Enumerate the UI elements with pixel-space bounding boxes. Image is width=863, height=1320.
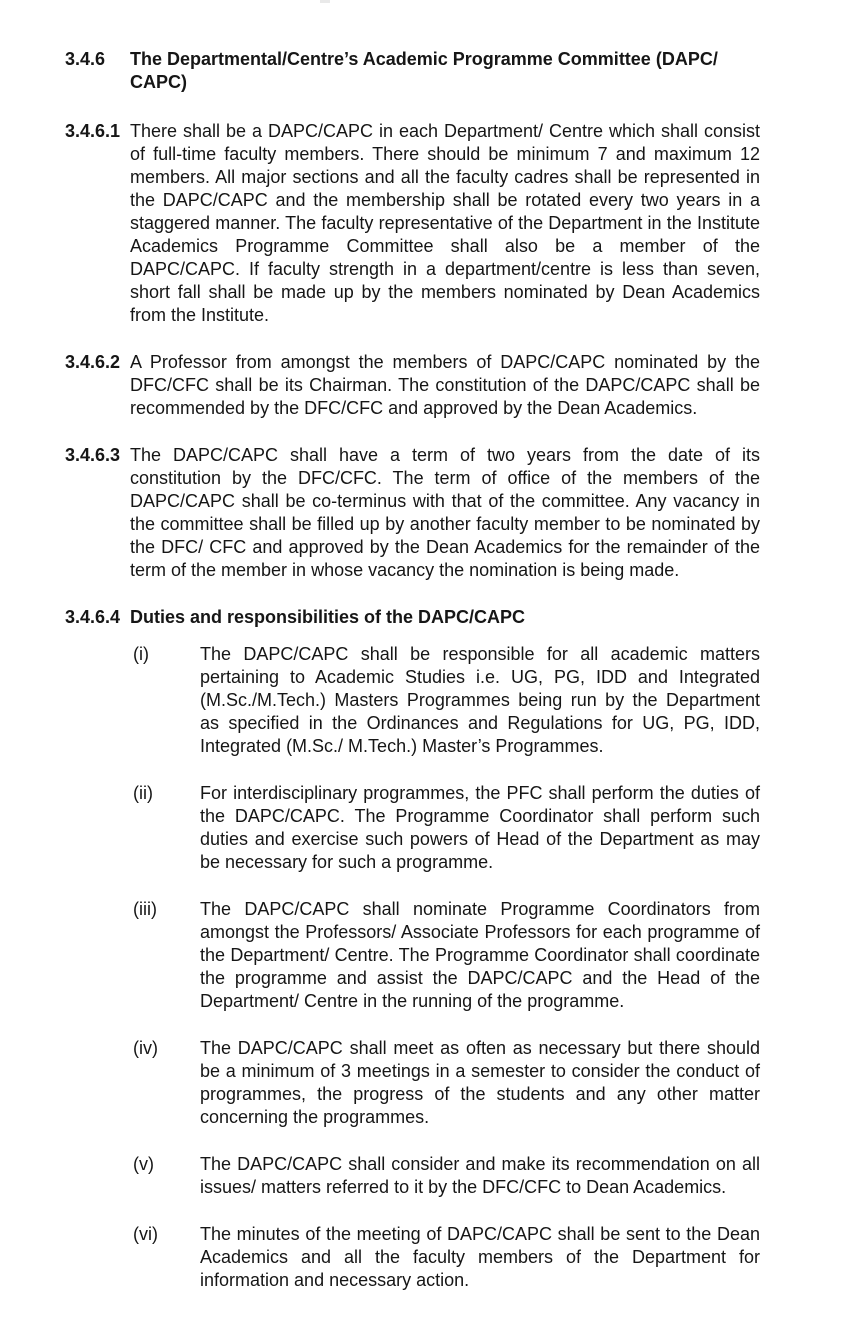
list-item-iii xyxy=(133,898,760,1013)
paragraph-text: There shall be a DAPC/CAPC in each Department/ Centre which shall consist of full-time faculty members. There should be minimum 7 and maximum 12 members. All major sections and all the faculty cadres shall be represented in the DAPC/CAPC and the membership shall be rotated every two years in a staggered manner. The faculty representative of the Department in the Institute Academics Programme Committee shall also be a member of the DAPC/CAPC. If faculty strength in a department/centre is less than seven, short fall shall be made up by the members nominated by Dean Academics from the Institute. xyxy=(130,121,760,325)
list-item-text: The DAPC/CAPC shall be responsible for all academic matters pertaining to Academic Studies i.e. UG, PG, IDD and Integrated (M.Sc./M.Tech.) Masters Programmes being run by the Department as specified in the Ordinances and Regulations for UG, PG, IDD, Integrated (M.Sc./ M.Tech.) Master’s Programmes. xyxy=(200,644,760,756)
paragraph-number: 3.4.6.2 xyxy=(65,352,121,372)
subsection-heading xyxy=(65,606,760,629)
paragraph-3-4-6-3 xyxy=(65,444,760,582)
subsection-heading-title: Duties and responsibilities of the DAPC/CAPC xyxy=(130,607,526,627)
scan-artifact xyxy=(320,0,330,3)
list-item-ii xyxy=(133,782,760,874)
subsection-heading-number: 3.4.6.4 xyxy=(65,607,121,627)
list-item-i xyxy=(133,643,760,758)
section-heading xyxy=(65,48,760,94)
list-item-vi xyxy=(133,1223,760,1292)
list-item-label: (ii) xyxy=(133,783,153,803)
section-heading-number: 3.4.6 xyxy=(65,49,106,69)
list-item-v xyxy=(133,1153,760,1199)
paragraph-number: 3.4.6.3 xyxy=(65,445,121,465)
list-item-label: (i) xyxy=(133,644,149,664)
list-item-iv xyxy=(133,1037,760,1129)
paragraph-text: The DAPC/CAPC shall have a term of two years from the date of its constitution by the DFC/CFC. The term of office of the members of the DAPC/CAPC shall be co-terminus with that of the committee. Any vacancy in the committee shall be filled up by another faculty member to be nominated by the DFC/ CFC and approved by the Dean Academics for the remainder of the term of the member in whose vacancy the nomination is being made. xyxy=(130,445,760,580)
list-item-text: The minutes of the meeting of DAPC/CAPC shall be sent to the Dean Academics and all the faculty members of the Department for information and necessary action. xyxy=(200,1224,760,1290)
paragraph-text: A Professor from amongst the members of DAPC/CAPC nominated by the DFC/CFC shall be its Chairman. The constitution of the DAPC/CAPC shall be recommended by the DFC/CFC and approved by the Dean Academics. xyxy=(130,352,760,418)
paragraph-number: 3.4.6.1 xyxy=(65,121,121,141)
paragraph-3-4-6-2 xyxy=(65,351,760,420)
list-item-text: The DAPC/CAPC shall nominate Programme Coordinators from amongst the Professors/ Associate Professors for each programme of the Department/ Centre. The Programme Coordinator shall coordinate the programme and assist the DAPC/CAPC and the Head of the Department/ Centre in the running of the programme. xyxy=(200,899,760,1011)
list-item-label: (iii) xyxy=(133,899,157,919)
list-item-text: For interdisciplinary programmes, the PFC shall perform the duties of the DAPC/CAPC. The Programme Coordinator shall perform such duties and exercise such powers of Head of the Department as may be necessary for such a programme. xyxy=(200,783,760,872)
paragraph-3-4-6-1 xyxy=(65,120,760,327)
list-item-label: (v) xyxy=(133,1154,154,1174)
section-heading-title: The Departmental/Centre’s Academic Programme Committee (DAPC/ CAPC) xyxy=(130,49,718,92)
list-item-label: (iv) xyxy=(133,1038,158,1058)
list-item-text: The DAPC/CAPC shall consider and make its recommendation on all issues/ matters referred to it by the DFC/CFC to Dean Academics. xyxy=(200,1154,760,1197)
list-item-text: The DAPC/CAPC shall meet as often as necessary but there should be a minimum of 3 meetings in a semester to consider the conduct of programmes, the progress of the students and any other matter concerning the programmes. xyxy=(200,1038,760,1127)
list-item-label: (vi) xyxy=(133,1224,158,1244)
